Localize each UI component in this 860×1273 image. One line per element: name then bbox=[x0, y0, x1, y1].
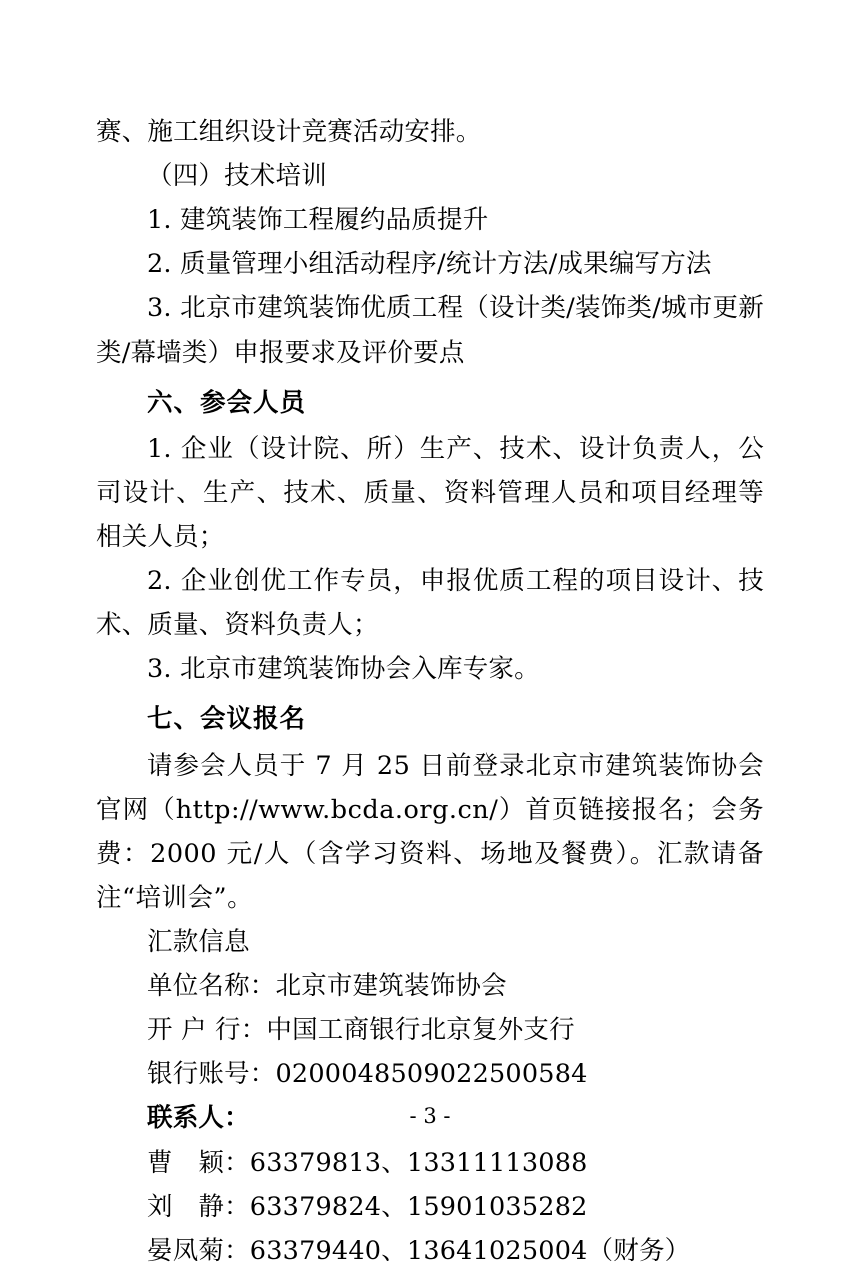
heading-section-seven: 七、会议报名 bbox=[147, 704, 307, 735]
paragraph-bank-name: 开 户 行：中国工商银行北京复外支行 bbox=[147, 1015, 575, 1046]
paragraph-attendee-item-2: 2. 企业创优工作专员，申报优质工程的项目设计、技术、质量、资料负责人； bbox=[96, 566, 764, 641]
page-number: - 3 - bbox=[409, 1104, 451, 1128]
heading-section-six: 六、参会人员 bbox=[147, 387, 307, 418]
paragraph-contact-3: 晏凤菊：63379440、13641025004（财务） bbox=[147, 1235, 691, 1266]
paragraph-training-item-1: 1. 建筑装饰工程履约品质提升 bbox=[147, 205, 489, 236]
paragraph-bank-account: 银行账号：0200048509022500584 bbox=[147, 1059, 588, 1090]
paragraph-continuation: 赛、施工组织设计竞赛活动安排。 bbox=[96, 117, 482, 147]
paragraph-contacts-title: 联系人： bbox=[147, 1103, 250, 1134]
paragraph-attendee-item-3: 3. 北京市建筑装饰协会入库专家。 bbox=[147, 654, 540, 685]
paragraph-training-item-3: 3. 北京市建筑装饰优质工程（设计类/装饰类/城市更新类/幕墙类）申报要求及评价要点 bbox=[96, 293, 764, 368]
paragraph-attendee-item-1: 1. 企业（设计院、所）生产、技术、设计负责人，公司设计、生产、技术、质量、资料管理人员和项目经理等相关人员； bbox=[96, 433, 764, 552]
document-body bbox=[96, 110, 764, 1273]
paragraph-section-four-title: （四）技术培训 bbox=[147, 161, 327, 192]
paragraph-contact-1: 曹 颖：63379813、13311113088 bbox=[147, 1147, 588, 1178]
paragraph-remittance-title: 汇款信息 bbox=[147, 926, 250, 957]
paragraph-company-name: 单位名称：北京市建筑装饰协会 bbox=[147, 971, 507, 1002]
paragraph-training-item-2: 2. 质量管理小组活动程序/统计方法/成果编写方法 bbox=[147, 249, 712, 280]
paragraph-registration-info: 请参会人员于 7 月 25 日前登录北京市建筑装饰协会官网（http://www.bcda.org.cn/）首页链接报名；会务费：2000 元/人（含学习资料、场地及餐费）。汇款请备注“培训会”。 bbox=[96, 750, 764, 913]
paragraph-contact-2: 刘 静：63379824、15901035282 bbox=[147, 1191, 588, 1222]
